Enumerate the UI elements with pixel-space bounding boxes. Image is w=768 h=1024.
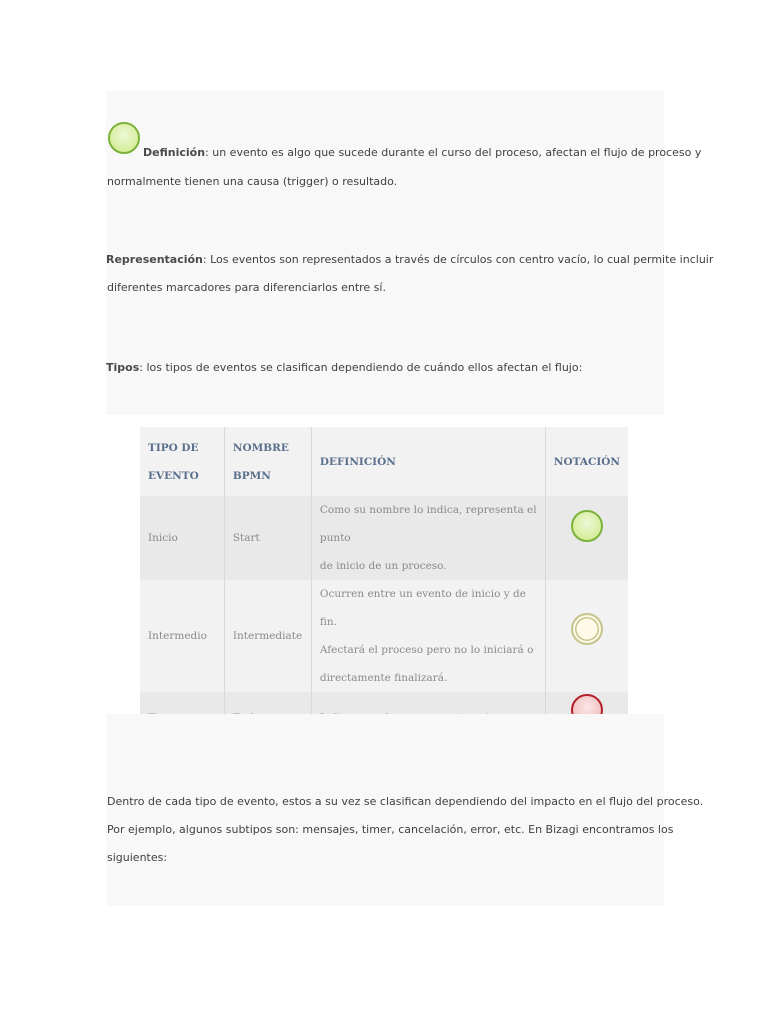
definition-label: Definición	[143, 146, 206, 159]
row-start-name: Start	[224, 496, 311, 580]
representation-paragraph-line1	[106, 253, 714, 267]
table-row	[140, 580, 628, 692]
types-label: Tipos	[106, 361, 140, 374]
table-row	[140, 496, 628, 580]
header-definition: DEFINICIÓN	[311, 427, 545, 496]
definition-paragraph-line2	[106, 175, 664, 189]
types-text: : los tipos de eventos se clasifican dependiendo de cuándo ellos afectan el flujo:	[139, 361, 583, 374]
row-intermediate-def-line1: Ocurren entre un evento de inicio y de fin.	[319, 588, 526, 628]
start-event-icon	[571, 510, 603, 542]
row-start-definition	[311, 496, 545, 580]
subtypes-line3: siguientes:	[107, 851, 168, 864]
row-start-def-line1: Como su nombre lo indica, representa el punto	[319, 504, 537, 544]
row-intermediate-type: Intermedio	[140, 580, 224, 692]
row-start-type: Inicio	[140, 496, 224, 580]
row-start-def-line2: de inicio de un proceso.	[319, 560, 447, 572]
representation-text-2: diferentes marcadores para diferenciarlos entre sí.	[107, 281, 386, 294]
start-event-cell	[571, 510, 603, 542]
row-start-notation	[545, 496, 628, 580]
header-notation: NOTACIÓN	[545, 427, 628, 496]
types-paragraph	[106, 361, 664, 375]
header-event-type	[140, 427, 224, 496]
table-header-row	[140, 427, 628, 496]
definition-paragraph-line1	[106, 146, 702, 160]
row-intermediate-def-line3: directamente finalizará.	[319, 672, 448, 684]
intro-panel	[106, 91, 714, 415]
row-intermediate-name: Intermediate	[224, 580, 311, 692]
subtypes-line1: Dentro de cada tipo de evento, estos a su vez se clasifican dependiendo del impacto en el flujo del proceso.	[107, 795, 704, 808]
header-bpmn-name	[224, 427, 311, 496]
row-intermediate-def-line2: Afectará el proceso pero no lo iniciará o	[319, 644, 534, 656]
subtypes-line2: Por ejemplo, algunos subtipos son: mensajes, timer, cancelación, error, etc. En Bizagi encontramos los	[107, 823, 674, 836]
representation-text-1: : Los eventos son representados a través de círculos con centro vacío, lo cual permite incluir	[202, 253, 714, 266]
row-intermediate-definition	[311, 580, 545, 692]
row-intermediate-notation	[545, 580, 628, 692]
header-event-type-line2: EVENTO	[148, 469, 199, 482]
intermediate-event-cell	[571, 613, 603, 645]
event-types-table	[140, 427, 628, 744]
subtypes-panel	[106, 714, 704, 906]
representation-paragraph-line2	[106, 281, 664, 295]
definition-text-1: : un evento es algo que sucede durante el curso del proceso, afectan el flujo de proceso y	[205, 146, 702, 159]
header-bpmn-name-line1: NOMBRE	[232, 441, 289, 454]
intermediate-event-icon	[571, 613, 603, 645]
header-bpmn-name-line2: BPMN	[232, 469, 271, 482]
header-event-type-line1: TIPO DE	[148, 441, 199, 454]
definition-text-2: normalmente tienen una causa (trigger) o resultado.	[107, 175, 398, 188]
representation-label: Representación	[106, 253, 203, 266]
